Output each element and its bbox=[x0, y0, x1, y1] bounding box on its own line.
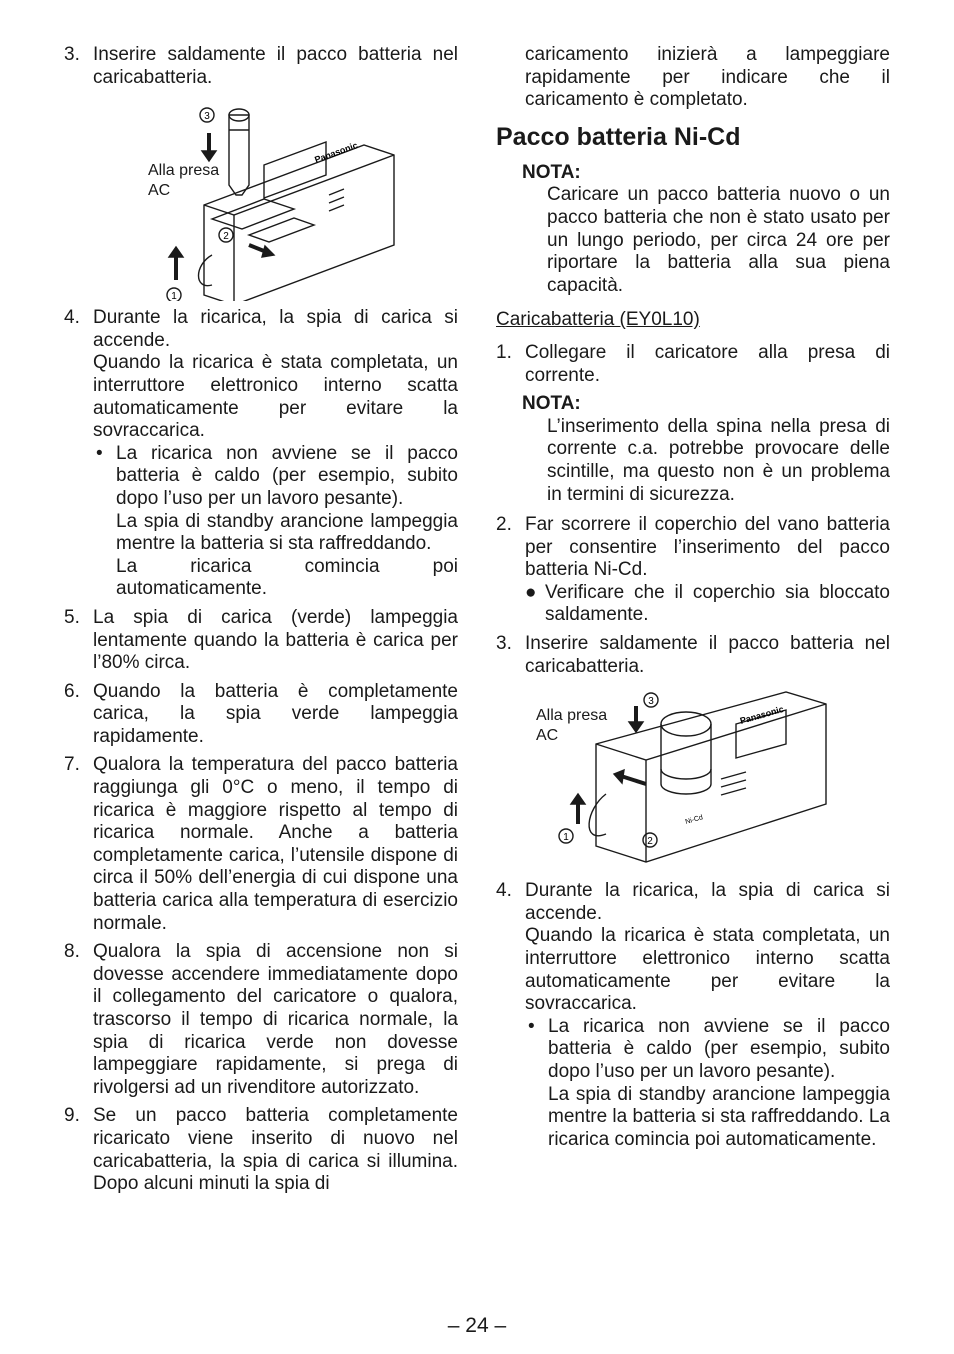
item-number: 4. bbox=[64, 307, 80, 329]
item-number: 9. bbox=[64, 1105, 80, 1127]
list-item bbox=[496, 880, 890, 1151]
charger-illustration-cylinder-battery bbox=[496, 684, 890, 874]
list-item bbox=[496, 633, 890, 678]
list-item bbox=[64, 754, 458, 935]
callout-2: 2 bbox=[223, 231, 229, 243]
item-text: Durante la ricarica, la spia di carica si accende. bbox=[93, 307, 458, 351]
ac-outlet-label: Alla presa AC bbox=[148, 162, 220, 200]
list-item bbox=[64, 941, 458, 1099]
sub-item-text: La spia di standby arancione lampeggia mentre la batteria si sta raffreddando. bbox=[116, 510, 458, 555]
item-number: 2. bbox=[496, 514, 512, 536]
charger-model-label: Caricabatteria (EY0L10) bbox=[496, 309, 700, 331]
item-text: Se un pacco batteria completamente ricaricato viene inserito di nuovo nel caricabatteria, la spia di carica si illumina. Dopo alcuni minuti la spia di bbox=[93, 1105, 458, 1195]
sub-item-text: La ricarica non avviene se il pacco batteria è caldo (per esempio, subito dopo l’uso per un lavoro pesante). bbox=[548, 1015, 890, 1082]
item-text: Qualora la temperatura del pacco batteria raggiunga gli 0°C o meno, il tempo di ricarica è maggiore rispetto al tempo di ricarica normale. Anche a batteria completamente carica, l’utensile dispone di circa il 50% dell’energia di cui dispone una batteria carica alla temperatura di esercizio normale. bbox=[93, 754, 458, 934]
item-text: Collegare il caricatore alla presa di corrente. bbox=[525, 341, 890, 386]
brand-logo: Panasonic bbox=[313, 140, 359, 166]
item-text: Quando la ricarica è stata completata, un interruttore elettronico interno scatta automaticamente per evitare la sovraccarica. bbox=[93, 352, 458, 442]
list-item bbox=[64, 44, 458, 89]
list-item bbox=[64, 307, 458, 601]
callout-3: 3 bbox=[648, 696, 654, 708]
item-number: 3. bbox=[496, 633, 512, 655]
item-number: 4. bbox=[496, 880, 512, 902]
left-column bbox=[64, 44, 458, 1202]
item-number: 5. bbox=[64, 606, 80, 628]
continuation-text: caricamento inizierà a lampeggiare rapidamente per indicare che il caricamento è completato. bbox=[525, 44, 890, 111]
item-text: Far scorrere il coperchio del vano batteria per consentire l’inserimento del pacco batteria Ni-Cd. bbox=[525, 514, 890, 581]
item-text: Quando la batteria è completamente carica, la spia verde lampeggia rapidamente. bbox=[93, 680, 458, 747]
callout-1: 1 bbox=[171, 291, 177, 302]
sub-item-text: La ricarica comincia poi automaticamente. bbox=[116, 555, 458, 600]
right-column bbox=[496, 44, 890, 1157]
bullet: • bbox=[96, 442, 103, 464]
item-number: 6. bbox=[64, 680, 80, 702]
sub-item-text: La ricarica non avviene se il pacco batteria è caldo (per esempio, subito dopo l’uso per un lavoro pesante). bbox=[116, 442, 458, 509]
note-title: NOTA: bbox=[522, 393, 581, 415]
callout-2: 2 bbox=[647, 836, 653, 848]
list-item bbox=[496, 342, 890, 387]
charger-illustration-stick-battery bbox=[64, 95, 458, 301]
item-number: 7. bbox=[64, 754, 80, 776]
list-item bbox=[64, 607, 458, 675]
sub-item bbox=[93, 443, 458, 601]
list-item bbox=[64, 681, 458, 749]
item-number: 8. bbox=[64, 941, 80, 963]
sub-item-text: Verificare che il coperchio sia bloccato saldamente. bbox=[545, 581, 890, 626]
item-text: Durante la ricarica, la spia di carica si accende. bbox=[525, 880, 890, 924]
sub-item bbox=[525, 1016, 890, 1152]
item-text: Qualora la spia di accensione non si dovesse accendere immediatamente dopo il collegamento del caricatore o qualora, trascorso il tempo di ricarica normale, la spia di ricarica verde non dovesse lampeggiare rapidamente, si prega di rivolgersi ad un rivenditore autorizzato. bbox=[93, 941, 458, 1098]
bullet: ● bbox=[525, 581, 537, 603]
ac-outlet-label: Alla presa AC bbox=[536, 707, 608, 745]
note-title: NOTA: bbox=[522, 161, 581, 183]
page-number: – 24 – bbox=[447, 1314, 507, 1337]
note-text: L’inserimento della spina nella presa di corrente c.a. potrebbe provocare delle scintille, ma questo non è un problema in termini di sicurezza. bbox=[547, 415, 890, 505]
callout-1: 1 bbox=[563, 832, 569, 844]
item-text: Quando la ricarica è stata completata, un interruttore elettronico interno scatta automaticamente per evitare la sovraccarica. bbox=[525, 925, 890, 1015]
section-heading: Pacco batteria Ni-Cd bbox=[496, 122, 741, 151]
callout-3: 3 bbox=[204, 111, 210, 123]
item-number: 3. bbox=[64, 44, 80, 65]
list-item bbox=[64, 1105, 458, 1195]
ni-cd-marking: Ni-Cd bbox=[684, 814, 704, 827]
sub-item-text: La spia di standby arancione lampeggia mentre la batteria si sta raffreddando. La ricarica comincia poi automaticamente. bbox=[548, 1083, 890, 1150]
item-text: La spia di carica (verde) lampeggia lentamente quando la batteria è carica per l’80% circa. bbox=[93, 606, 458, 674]
item-text: Inserire saldamente il pacco batteria nel caricabatteria. bbox=[525, 633, 890, 677]
bullet: • bbox=[528, 1015, 535, 1037]
sub-item bbox=[525, 582, 890, 627]
item-text: Inserire saldamente il pacco batteria nel caricabatteria. bbox=[93, 44, 458, 88]
brand-logo: Panasonic bbox=[738, 704, 785, 727]
list-item bbox=[496, 514, 890, 627]
item-number: 1. bbox=[496, 341, 512, 363]
note-text: Caricare un pacco batteria nuovo o un pacco batteria che non è stato usato per un lungo periodo, per circa 24 ore per riportare la batteria alla sua piena capacità. bbox=[547, 184, 890, 296]
